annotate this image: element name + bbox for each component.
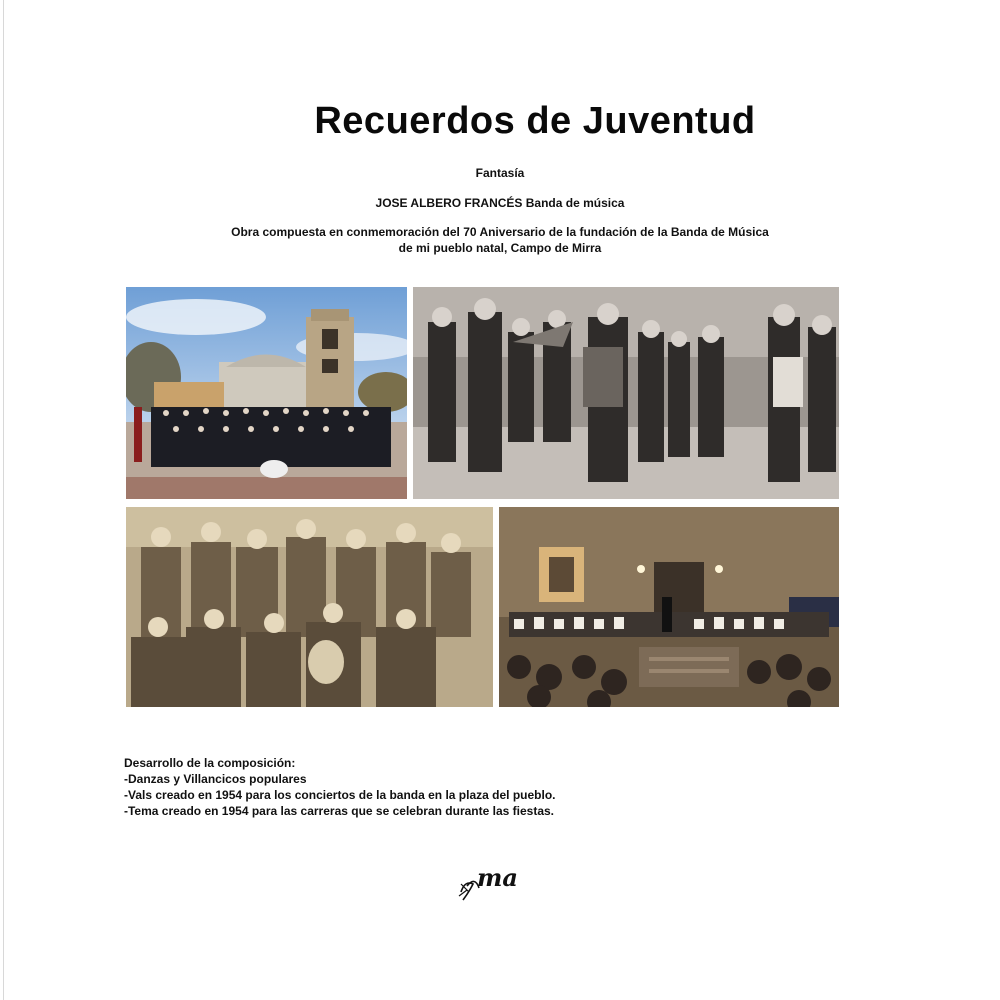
photo-historic-parade xyxy=(413,287,839,499)
page-title: Recuerdos de Juventud xyxy=(314,100,756,142)
photo-band-church xyxy=(126,287,407,499)
photo-historic-group xyxy=(126,507,493,707)
subtitle: Fantasía xyxy=(475,166,525,180)
signature-text: ma xyxy=(477,863,518,892)
signature-logo-icon xyxy=(455,862,550,904)
photo-night-concert xyxy=(499,507,839,707)
author-line: JOSE ALBERO FRANCÉS Banda de música xyxy=(375,196,625,210)
dedication xyxy=(100,224,900,256)
page-edge-rule xyxy=(3,0,4,1000)
dedication-line-1: Obra compuesta en conmemoración del 70 Aniversario de la fundación de la Banda de Música xyxy=(231,225,769,239)
development-item: -Vals creado en 1954 para los conciertos de la banda en la plaza del pueblo. xyxy=(124,788,556,802)
development-heading: Desarrollo de la composición: xyxy=(124,756,296,770)
dedication-line-2: de mi pueblo natal, Campo de Mirra xyxy=(398,241,602,255)
development-item: -Danzas y Villancicos populares xyxy=(124,772,307,786)
development-item: -Tema creado en 1954 para las carreras que se celebran durante las fiestas. xyxy=(124,804,555,818)
development-section xyxy=(124,755,844,819)
